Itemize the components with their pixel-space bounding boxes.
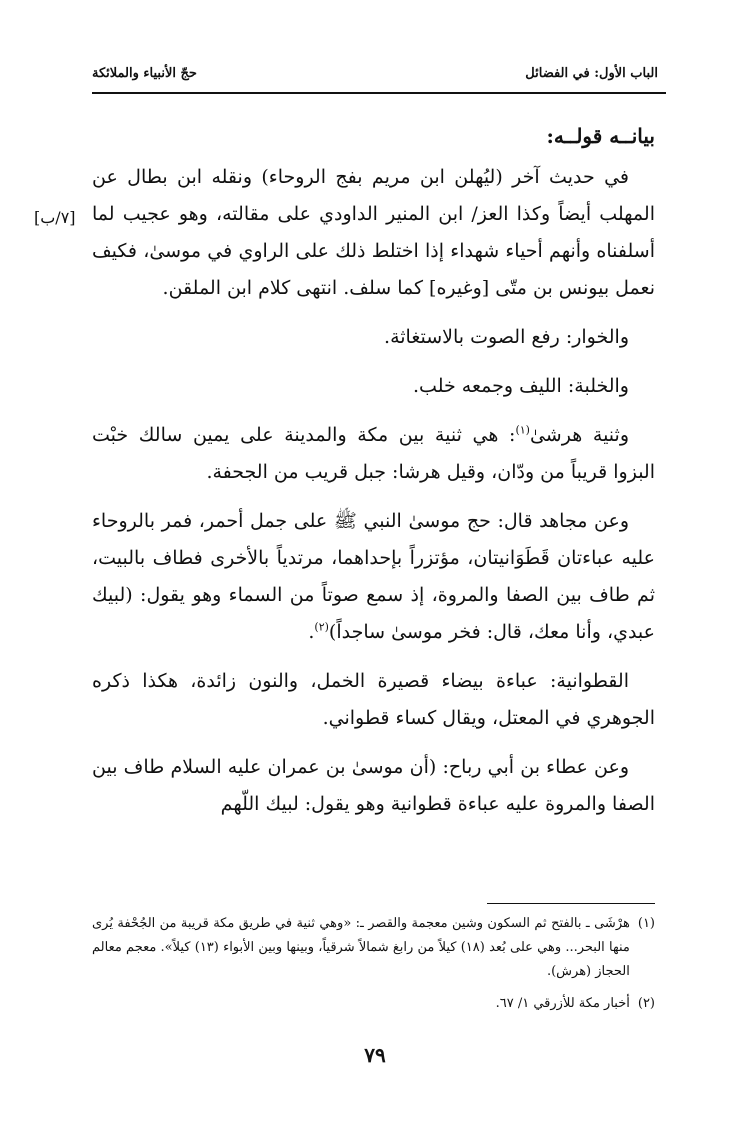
footnote-marker-2: (٢) (314, 620, 329, 634)
header-divider (92, 92, 666, 94)
chapter-title: الباب الأول: في الفضائل (525, 65, 658, 81)
footnote-marker-1: (١) (515, 423, 530, 437)
paragraph-ata: وعن عطاء بن أبي رباح: (أن موسىٰ بن عمران عليه السلام طاف بين الصفا والمروة عليه عباءة قطوانية وهو يقول: لبيك اللّهم (92, 756, 655, 815)
mujahid-end: . (308, 621, 315, 643)
main-text (92, 118, 655, 835)
paragraph-hrshi (92, 417, 655, 491)
footnote-2 (92, 992, 655, 1016)
section-heading: بيانــه قولــه: (546, 124, 655, 148)
mujahid-text: وعن مجاهد قال: حج موسىٰ النبي ﷺ على جمل أحمر، فمر بالروحاء عليه عباءتان قَطَوَانيتان، مؤتزراً بإحداهما، مرتدياً بالأخرى فطاف بالبيت، ثم طاف بين الصفا والمروة، إذ سمع صوتاً من السماء وهو يقول: (لبيك عبدي، وأنا معك، قال: فخر موسىٰ ساجداً) (92, 510, 655, 643)
footnotes (92, 912, 655, 1024)
paragraph-khuwar: والخوار: رفع الصوت بالاستغاثة. (384, 326, 629, 348)
paragraph-qatawaniya: القطوانية: عباءة بيضاء قصيرة الخمل، والنون زائدة، هكذا ذكره الجوهري في المعتل، ويقال كساء قطواني. (92, 670, 655, 729)
running-header (92, 62, 658, 84)
footnote-text: هرْشَى ـ بالفتح ثم السكون وشين معجمة والقصر ـ: «وهي ثنية في طريق مكة قريبة من الجُحْفة يُرى منها البحر... وهي على بُعد (١٨) كيلاً من رابغ شمالاً شرقياً، وبينها وبين الأبواء (١٣) كيلاً». معجم معالم الحجاز (هرش). (92, 916, 630, 979)
footnote-number: (٢) (637, 996, 655, 1011)
footnote-number: (١) (637, 916, 655, 931)
hrshi-lead: وثنية هرشىٰ (529, 424, 630, 446)
hrshi-rest: : هي ثنية بين مكة والمدينة على يمين سالك خبْت البزوا قريباً من ودّان، وقيل هرشا: جبل قريب من الجحفة. (92, 424, 655, 483)
footnote-1 (92, 912, 655, 984)
manuscript-folio-reference: [٧/ب] (34, 208, 76, 227)
page-number: ٧٩ (364, 1043, 386, 1067)
footnote-text: أخبار مكة للأزرقي ١/ ٦٧. (495, 996, 630, 1011)
paragraph-hadith: في حديث آخر (ليُهلن ابن مريم بفج الروحاء) ونقله ابن بطال عن المهلب أيضاً وكذا العز/ ابن المنير الداودي على مقالته، وهو عجيب لما أسلفناه وأنهم أحياء شهداء إذا اختلط ذلك على الراوي في موسىٰ، فكيف نعمل بيونس بن متّى [وغيره] كما سلف. انتهى كلام ابن الملقن. (92, 166, 655, 299)
paragraph-mujahid (92, 503, 655, 651)
section-title: حجّ الأنبياء والملائكة (92, 65, 197, 81)
footnote-divider (487, 903, 655, 904)
paragraph-khulba: والخلبة: الليف وجمعه خلب. (413, 375, 629, 397)
